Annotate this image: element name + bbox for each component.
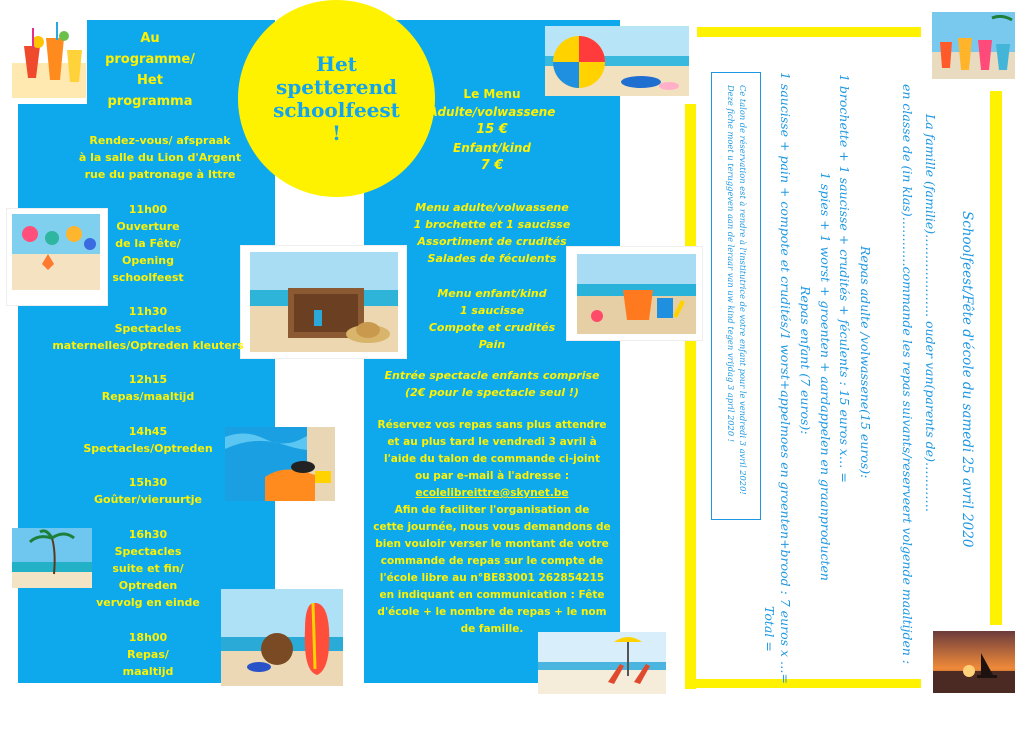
cocktails-glasses-photo [932,12,1015,79]
programme-item-1800: 18h00 Repas/ maaltijd [122,631,174,678]
cocktails-photo [12,8,86,98]
programme-item-1215: 12h15 Repas/maaltijd [101,373,195,403]
menu-reserve: Réservez vos repas sans plus attendre et au plus tard le vendredi 3 avril à l'aide du talon de commande ci-joint ou par e-mail à l'adresse : ecolelibreittre@skynet.be [364,417,620,502]
programme-item-1130: 11h30 Spectacles maternelles/Optreden kleuters [52,305,244,352]
order-form-family: La famille (familie)……………….. ouder van(parents de)………… [923,114,938,512]
order-form-title: Schoolfeest/Fête d'école du samedi 25 avril 2020 [959,211,975,548]
order-form-total: Total = [762,606,777,652]
order-form-child-heading: Repas enfant (7 euros): [798,286,813,435]
order-form-classe: en classe de (in klas)…………commande les repas suivants/reserveert volgende maaltijden : [900,84,915,665]
programme-title: Au programme/ Het programma [105,31,195,109]
email-link[interactable]: ecolelibreittre@skynet.be [415,487,569,499]
programme-item-1530: 15h30 Goûter/vieruurtje [94,476,202,506]
programme-item-1630: 16h30 Spectacles suite et fin/ Optreden vervolg en einde [96,528,200,609]
programme-item-1100: 11h00 Ouverture de la Fête/ Opening schoolfeest [112,203,184,284]
menu-adult: Menu adulte/volwassene 1 brochette et 1 saucisse Assortiment de crudités Salades de féculents [413,201,571,265]
programme-venue: Rendez-vous/ afspraak à la salle du Lion d'Argent rue du patronage à Ittre [78,134,242,181]
sunset-sailboat-photo [933,631,1015,693]
left-yellow-bar [685,104,696,689]
deckchairs-photo [538,632,666,694]
notice-fr: Ce talon de réservation est à rendre à l'institutrice de votre enfant pour le vendredi 3 avril 2020! [738,85,748,495]
menu-payment: Afin de faciliter l'organisation de cette journée, nous vous demandons de bien vouloir verser le montant de votre commande de repas sur le compte de l'école libre au n°BE83001 262854215 en indiquant en communication : Fête d'école + le nombre de repas + le nom de famille. [373,504,611,635]
event-title: Het spetterend schoolfeest ! [273,51,400,145]
programme-item-1445: 14h45 Spectacles/Optreden [83,425,213,455]
order-form-adult-nl: 1 spies + 1 worst + groenten + aardappelen en graanproducten [818,172,833,581]
order-form-adult-fr: 1 brochette + 1 saucisse + crudités + féculents : 15 euros x… = [837,74,852,483]
menu-child: Menu enfant/kind 1 saucisse Compote et crudités Pain [428,287,556,351]
notice-box [711,72,761,520]
menu-header: Le Menu Adulte/volwassene 15 € Enfant/kind 7 € [428,87,556,173]
right-yellow-bar [990,91,1002,625]
order-form-child-line: 1 saucisse + pain + compote et crudités/1 worst+appelmoes en groenten+brood : 7 euros x …= [778,72,793,684]
order-form-adult-heading: Repas adulte /volwassene(15 euros): [858,246,873,479]
notice-nl: Deze fiche moet u teruggeven aan de leraar van uw kind tegen vrijdag 3 april 2020 ! [726,85,736,443]
menu-spectacle: Entrée spectacle enfants comprise (2€ pour le spectacle seul !) [384,369,600,399]
bottom-yellow-bar [695,679,921,688]
top-yellow-bar [697,27,921,37]
